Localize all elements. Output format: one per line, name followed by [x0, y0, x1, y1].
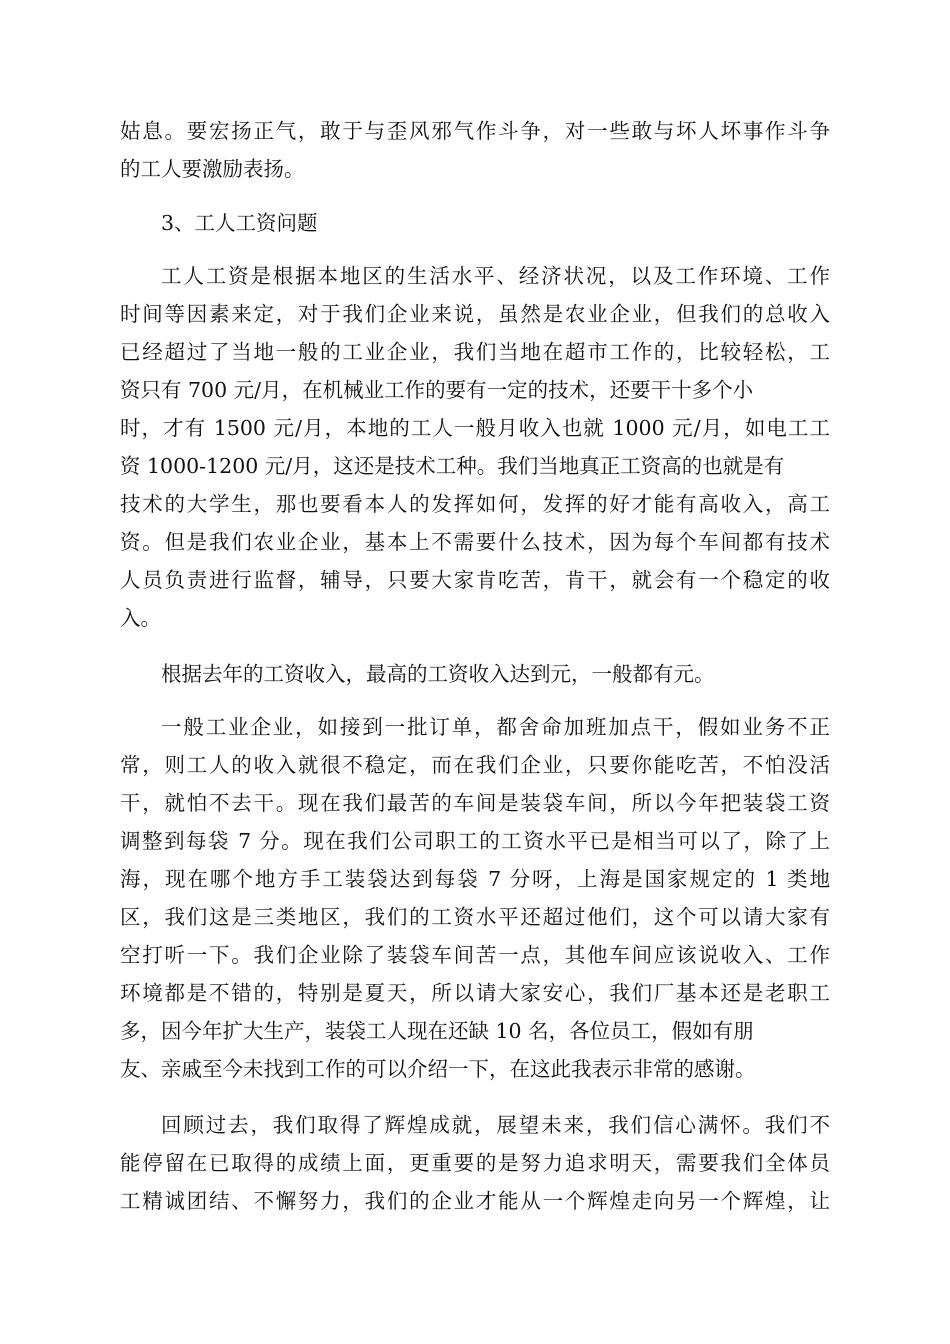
- text-line: 一般工业企业，如接到一批订单，都舍命加班加点干，假如业务不正: [161, 715, 830, 739]
- text-line: 入。: [120, 606, 161, 630]
- text-line: 姑息。要宏扬正气，敢于与歪风邪气作斗争，对一些敢与坏人坏事作斗争: [120, 119, 830, 143]
- text-line: 区，我们这是三类地区，我们的工资水平还超过他们，这个可以请大家有: [120, 905, 830, 929]
- text-line: 回顾过去，我们取得了辉煌成就，展望未来，我们信心满怀。我们不: [161, 1113, 830, 1137]
- paragraph-wage: [120, 257, 830, 637]
- text-line: 的工人要激励表扬。: [120, 157, 305, 181]
- paragraph-continuation: [120, 112, 830, 188]
- text-line: 环境都是不错的，特别是夏天，所以请大家安心，我们厂基本还是老职工: [120, 981, 830, 1005]
- text-line: 干，就怕不去干。现在我们最苦的车间是装袋车间，所以今年把装袋工资: [120, 791, 830, 815]
- text-line: 调整到每袋 7 分。现在我们公司职工的工资水平已是相当可以了，除了上: [120, 829, 830, 853]
- text-line: 工人工资是根据本地区的生活水平、经济状况，以及工作环境、工作: [161, 264, 830, 288]
- paragraph-last-year: [120, 655, 830, 693]
- text-line: 能停留在已取得的成绩上面，更重要的是努力追求明天，需要我们全体员: [120, 1151, 830, 1175]
- text-line: 空打听一下。我们企业除了装袋车间苦一点，其他车间应该说收入、工作: [120, 943, 830, 967]
- text-line: 常，则工人的收入就很不稳定，而在我们企业，只要你能吃苦，不怕没活: [120, 753, 830, 777]
- text-line: 海，现在哪个地方手工装袋达到每袋 7 分呀，上海是国家规定的 1 类地: [120, 867, 830, 891]
- paragraph-industry: [120, 708, 830, 1088]
- text-line: 资。但是我们农业企业，基本上不需要什么技术，因为每个车间都有技术: [120, 530, 830, 554]
- text-line: 友、亲戚至今未找到工作的可以介绍一下，在这此我表示非常的感谢。: [120, 1057, 756, 1081]
- text-line: 时间等因素来定，对于我们企业来说，虽然是农业企业，但我们的总收入: [120, 302, 830, 326]
- text-line: 多，因今年扩大生产，装袋工人现在还缺 10 名，各位员工，假如有朋: [120, 1019, 754, 1043]
- text-line: 时，才有 1500 元/月，本地的工人一般月收入也就 1000 元/月，如电工工: [120, 416, 830, 440]
- text-line: 资 1000-1200 元/月，这还是技术工种。我们当地真正工资高的也就是有: [120, 454, 785, 478]
- paragraph-review: [120, 1106, 830, 1220]
- text-line: 根据去年的工资收入，最高的工资收入达到元，一般都有元。: [161, 662, 715, 686]
- section-heading: [120, 204, 830, 242]
- text-line: 工精诚团结、不懈努力，我们的企业才能从一个辉煌走向另一个辉煌，让: [120, 1189, 830, 1213]
- text-line: 人员负责进行监督，辅导，只要大家肯吃苦，肯干，就会有一个稳定的收: [120, 568, 830, 592]
- text-line: 资只有 700 元/月，在机械业工作的要有一定的技术，还要干十多个小: [120, 378, 754, 402]
- text-line: 技术的大学生，那也要看本人的发挥如何，发挥的好才能有高收入，高工: [120, 492, 830, 516]
- text-line: 已经超过了当地一般的工业企业，我们当地在超市工作的，比较轻松，工: [120, 340, 830, 364]
- heading-text: 3、工人工资问题: [161, 211, 318, 235]
